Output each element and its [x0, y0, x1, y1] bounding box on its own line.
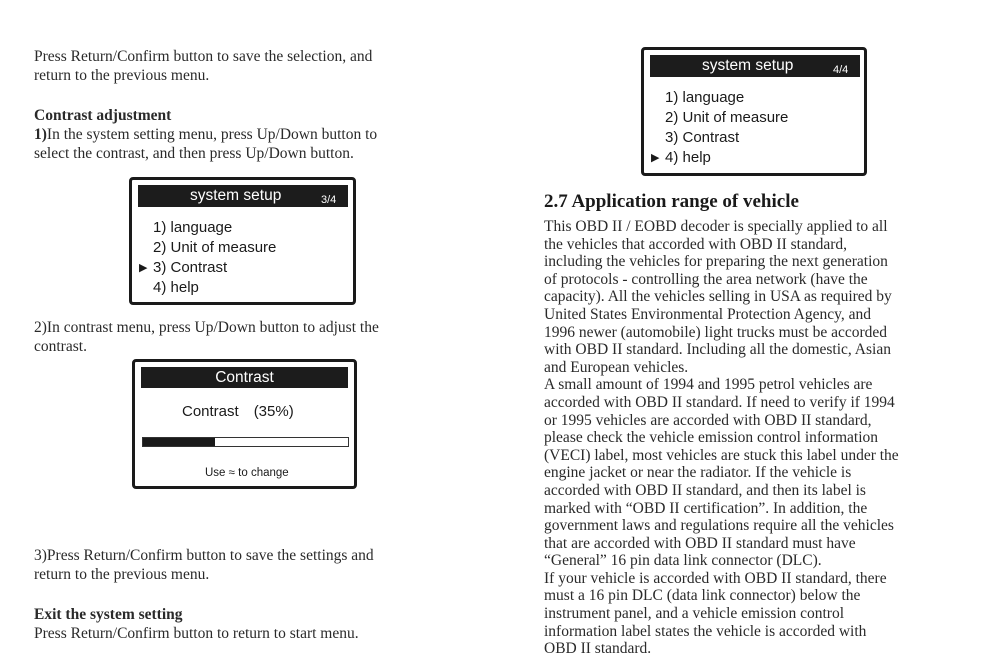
menu-item-label: 2) Unit of measure [153, 239, 277, 256]
screen-system-setup-3-4 [129, 177, 356, 305]
menu-item[interactable] [139, 238, 276, 258]
menu-item-label: 3) Contrast [665, 129, 740, 146]
step-2-line-2: contrast. [34, 338, 87, 355]
screen-title: system setup [190, 187, 282, 204]
menu-item[interactable] [651, 88, 788, 108]
paragraph-line: including the vehicles for preparing the next generation [544, 253, 888, 271]
step-1-text [34, 125, 377, 163]
paragraph-line: instrument panel, and a vehicle emission control [544, 605, 845, 623]
step-3-text [34, 546, 374, 584]
menu-item-label: 3) Contrast [153, 259, 228, 276]
screen-system-setup-4-4 [641, 47, 867, 176]
contrast-heading: Contrast adjustment [34, 107, 172, 124]
paragraph-line: (VECI) label, most vehicles are stuck this label under the [544, 446, 899, 464]
menu-item-label: 4) help [665, 149, 711, 166]
step-3-line-2: return to the previous menu. [34, 566, 210, 583]
menu-item[interactable] [139, 218, 276, 238]
paragraph-line: information label states the vehicle is accorded with [544, 622, 867, 640]
menu-item[interactable] [139, 258, 276, 278]
paragraph-line: and European vehicles. [544, 358, 689, 376]
menu-item[interactable] [651, 148, 788, 168]
paragraph-line: “General” 16 pin data link connector (DLC). [544, 552, 822, 570]
step-2-text [34, 318, 379, 356]
paragraph-line: This OBD II / EOBD decoder is specially applied to all [544, 218, 888, 235]
paragraph-line: 1996 newer (automobile) light trucks must be accorded [544, 323, 888, 341]
contrast-hint: Use ≈ to change [205, 467, 289, 479]
screen-header [650, 55, 860, 77]
application-range-text [544, 218, 899, 658]
paragraph-line: If your vehicle is accorded with OBD II standard, there [544, 569, 887, 587]
paragraph-line: engine jacket or near the radiator. If the vehicle is [544, 464, 852, 482]
exit-text: Press Return/Confirm button to return to start menu. [34, 625, 359, 642]
paragraph-line: accorded with OBD II standard, and then its label is [544, 481, 866, 499]
step-3-line-1: 3)Press Return/Confirm button to save the settings and [34, 547, 374, 564]
system-setup-menu [139, 218, 276, 298]
paragraph-line: marked with “OBD II certification”. In addition, the [544, 499, 868, 517]
paragraph-line: OBD II standard. [544, 640, 652, 658]
menu-item-label: 2) Unit of measure [665, 109, 789, 126]
menu-item-label: 1) language [153, 219, 233, 236]
contrast-bar-fill [143, 438, 215, 446]
paragraph-line: must a 16 pin DLC (data link connector) below the [544, 587, 861, 605]
screen-title: system setup [702, 57, 794, 74]
paragraph-line: with OBD II standard. Including all the domestic, Asian [544, 341, 891, 359]
paragraph-line: or 1995 vehicles are accorded with OBD II standard, [544, 411, 872, 429]
paragraph-line: government laws and regulations require all the vehicles [544, 517, 894, 535]
section-heading: 2.7 Application range of vehicle [544, 191, 799, 212]
step-1-line-1: In the system setting menu, press Up/Down button to [46, 126, 378, 143]
menu-item[interactable] [651, 108, 788, 128]
paragraph-line: that are accorded with OBD II standard must have [544, 534, 856, 552]
paragraph-line: the vehicles that accorded with OBD II standard, [544, 235, 848, 253]
contrast-bar[interactable] [142, 437, 349, 447]
step-1-line-2: select the contrast, and then press Up/Down button. [34, 145, 354, 162]
paragraph-line: of protocols - controlling the area network (have the [544, 270, 868, 288]
paragraph-line: please check the vehicle emission control information [544, 429, 878, 447]
exit-heading: Exit the system setting [34, 606, 183, 623]
step-1-number: 1) [34, 126, 47, 143]
menu-item-label: 1) language [665, 89, 745, 106]
paragraph-line: A small amount of 1994 and 1995 petrol vehicles are [544, 376, 873, 394]
paragraph-line: United States Environmental Protection Agency, and [544, 305, 872, 323]
intro-line-2: return to the previous menu. [34, 67, 210, 84]
selection-arrow-icon: ▶ [139, 262, 148, 274]
step-2-line-1: 2)In contrast menu, press Up/Down button to adjust the [34, 319, 379, 336]
paragraph-line: capacity). All the vehicles selling in USA as required by [544, 288, 892, 306]
screen-contrast [132, 359, 357, 489]
menu-item-label: 4) help [153, 279, 199, 296]
contrast-header: Contrast [141, 367, 348, 388]
page-indicator: 3/4 [321, 194, 337, 206]
contrast-value: Contrast (35%) [182, 403, 294, 420]
menu-item[interactable] [651, 128, 788, 148]
system-setup-menu [651, 88, 788, 168]
intro-text [34, 47, 372, 85]
intro-line-1: Press Return/Confirm button to save the selection, and [34, 48, 373, 65]
paragraph-line: accorded with OBD II standard. If need to verify if 1994 [544, 393, 895, 411]
screen-header [138, 185, 348, 207]
selection-arrow-icon: ▶ [651, 152, 660, 164]
menu-item[interactable] [139, 278, 276, 298]
page-indicator: 4/4 [833, 64, 849, 76]
